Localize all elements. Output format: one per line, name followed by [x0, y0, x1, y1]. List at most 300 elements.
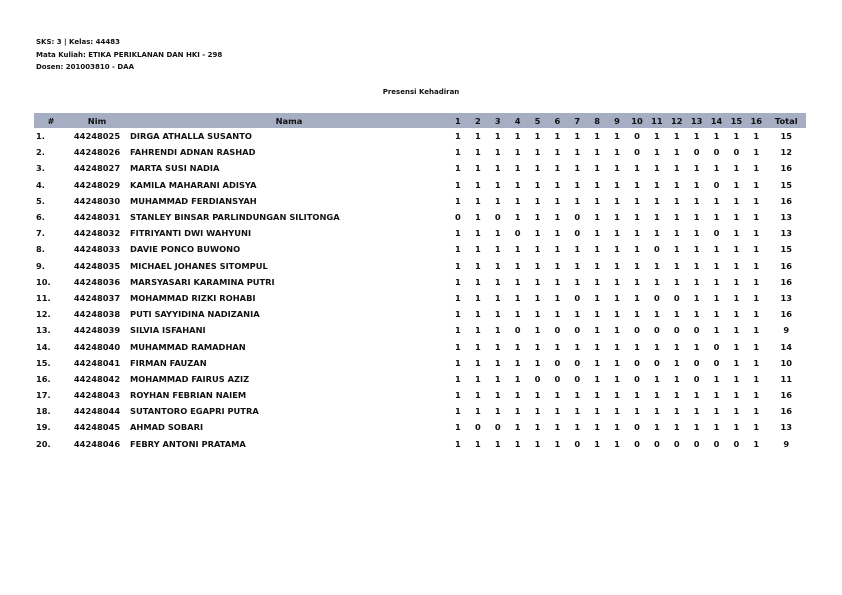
attendance-cell: 1: [653, 195, 660, 206]
attendance-cell: 1: [474, 390, 481, 401]
column-header-meeting-7: 7: [567, 113, 587, 128]
attendance-cell: 1: [614, 309, 620, 320]
student-name: DIRGA ATHALLA SUSANTO: [130, 131, 252, 142]
attendance-cell: 0: [514, 325, 521, 336]
attendance-cell: 1: [594, 406, 601, 417]
attendance-cell: 1: [753, 228, 760, 239]
attendance-cell: 1: [753, 438, 760, 449]
attendance-cell: 1: [455, 276, 461, 287]
attendance-cell: 0: [713, 147, 720, 158]
attendance-total: 16: [780, 309, 793, 320]
attendance-cell: 1: [653, 422, 660, 433]
attendance-cell: 1: [653, 228, 660, 239]
attendance-cell: 1: [554, 195, 561, 206]
attendance-cell: 0: [713, 341, 720, 352]
attendance-cell: 1: [713, 131, 720, 142]
student-nim: 44248041: [73, 357, 121, 368]
attendance-cell: 1: [494, 260, 501, 271]
attendance-cell: 1: [733, 292, 740, 303]
attendance-cell: 0: [634, 147, 640, 158]
attendance-cell: 0: [653, 438, 660, 449]
attendance-total: 13: [780, 292, 793, 303]
attendance-cell: 1: [554, 309, 561, 320]
attendance-cell: 0: [733, 147, 740, 158]
attendance-cell: 1: [753, 373, 760, 384]
attendance-cell: 1: [594, 325, 601, 336]
attendance-cell: 1: [494, 438, 501, 449]
attendance-cell: 1: [594, 438, 601, 449]
attendance-cell: 1: [614, 341, 620, 352]
attendance-cell: 1: [753, 147, 760, 158]
attendance-cell: 1: [574, 147, 581, 158]
attendance-cell: 1: [673, 406, 680, 417]
attendance-cell: 1: [614, 325, 620, 336]
attendance-cell: 1: [455, 131, 461, 142]
attendance-cell: 1: [474, 325, 481, 336]
attendance-cell: 1: [653, 373, 660, 384]
row-number: 8.: [36, 244, 45, 255]
attendance-cell: 0: [634, 357, 640, 368]
attendance-total: 9: [783, 438, 790, 449]
attendance-cell: 1: [713, 292, 720, 303]
attendance-cell: 1: [653, 341, 660, 352]
student-nim: 44248046: [73, 438, 121, 449]
attendance-cell: 1: [713, 373, 720, 384]
attendance-cell: 1: [534, 406, 541, 417]
table-row: [34, 419, 806, 435]
dosen-line: Dosen: 201003810 - DAA: [36, 63, 135, 71]
student-nim: 44248026: [73, 147, 121, 158]
attendance-total: 13: [780, 212, 793, 223]
attendance-cell: 1: [554, 131, 561, 142]
attendance-cell: 0: [673, 438, 680, 449]
attendance-cell: 1: [455, 357, 461, 368]
attendance-total: 9: [783, 325, 790, 336]
attendance-cell: 1: [494, 357, 501, 368]
attendance-cell: 1: [534, 228, 541, 239]
attendance-cell: 1: [733, 244, 740, 255]
attendance-cell: 1: [474, 179, 481, 190]
attendance-cell: 0: [554, 325, 561, 336]
student-nim: 44248037: [73, 292, 121, 303]
student-name: SUTANTORO EGAPRI PUTRA: [130, 406, 259, 417]
attendance-cell: 1: [514, 422, 521, 433]
attendance-cell: 0: [653, 244, 660, 255]
attendance-cell: 1: [693, 195, 700, 206]
attendance-cell: 1: [673, 341, 680, 352]
attendance-cell: 1: [713, 276, 720, 287]
attendance-cell: 1: [574, 276, 581, 287]
attendance-cell: 1: [713, 325, 720, 336]
attendance-cell: 1: [753, 422, 760, 433]
attendance-cell: 1: [494, 195, 501, 206]
attendance-cell: 1: [534, 422, 541, 433]
attendance-cell: 1: [673, 163, 680, 174]
student-name: MICHAEL JOHANES SITOMPUL: [130, 260, 268, 271]
attendance-total: 12: [780, 147, 793, 158]
attendance-cell: 1: [574, 309, 581, 320]
row-number: 16.: [36, 373, 51, 384]
attendance-cell: 1: [514, 163, 521, 174]
attendance-cell: 1: [514, 309, 521, 320]
attendance-cell: 1: [494, 341, 501, 352]
attendance-cell: 1: [673, 195, 680, 206]
attendance-cell: 1: [514, 195, 521, 206]
attendance-cell: 1: [733, 309, 740, 320]
attendance-cell: 1: [753, 309, 760, 320]
attendance-total: 16: [780, 195, 793, 206]
row-number: 4.: [36, 179, 45, 190]
column-header-meeting-5: 5: [528, 113, 548, 128]
attendance-cell: 1: [733, 390, 740, 401]
attendance-cell: 0: [713, 228, 720, 239]
attendance-cell: 1: [693, 341, 700, 352]
attendance-cell: 1: [514, 179, 521, 190]
attendance-cell: 1: [534, 357, 541, 368]
student-name: SILVIA ISFAHANI: [130, 325, 206, 336]
attendance-cell: 1: [614, 244, 620, 255]
attendance-cell: 1: [634, 406, 640, 417]
row-number: 2.: [36, 147, 45, 158]
attendance-cell: 1: [733, 195, 740, 206]
attendance-cell: 1: [614, 390, 620, 401]
attendance-cell: 1: [594, 341, 601, 352]
attendance-cell: 1: [554, 163, 561, 174]
attendance-cell: 1: [534, 179, 541, 190]
attendance-cell: 1: [673, 179, 680, 190]
attendance-cell: 1: [693, 228, 700, 239]
attendance-cell: 1: [574, 422, 581, 433]
student-nim: 44248033: [73, 244, 121, 255]
attendance-cell: 0: [634, 422, 640, 433]
attendance-cell: 0: [634, 131, 640, 142]
attendance-cell: 1: [534, 276, 541, 287]
column-header-meeting-9: 9: [607, 113, 627, 128]
attendance-cell: 1: [634, 309, 640, 320]
attendance-cell: 1: [554, 341, 561, 352]
student-name: MARSYASARI KARAMINA PUTRI: [130, 276, 275, 287]
column-header-meeting-2: 2: [468, 113, 488, 128]
column-header-meeting-3: 3: [488, 113, 508, 128]
attendance-cell: 0: [693, 438, 700, 449]
table-row: [34, 436, 806, 452]
attendance-cell: 1: [554, 260, 561, 271]
attendance-cell: 1: [634, 276, 640, 287]
column-header-nama: Nama: [128, 113, 448, 128]
student-nim: 44248036: [73, 276, 121, 287]
attendance-cell: 1: [634, 390, 640, 401]
attendance-cell: 1: [594, 131, 601, 142]
attendance-cell: 1: [733, 422, 740, 433]
attendance-total: 13: [780, 228, 793, 239]
attendance-cell: 1: [494, 373, 501, 384]
table-row: [34, 128, 806, 144]
attendance-cell: 1: [574, 163, 581, 174]
attendance-cell: 1: [713, 422, 720, 433]
attendance-cell: 1: [634, 195, 640, 206]
attendance-cell: 1: [534, 147, 541, 158]
attendance-cell: 1: [514, 212, 521, 223]
column-header-meeting-12: 12: [667, 113, 687, 128]
attendance-cell: 1: [753, 212, 760, 223]
attendance-cell: 1: [594, 147, 601, 158]
attendance-total: 16: [780, 276, 793, 287]
student-nim: 44248045: [73, 422, 121, 433]
attendance-cell: 1: [614, 260, 620, 271]
attendance-cell: 1: [673, 390, 680, 401]
attendance-cell: 1: [614, 276, 620, 287]
attendance-cell: 1: [554, 228, 561, 239]
attendance-cell: 1: [733, 163, 740, 174]
attendance-cell: 0: [554, 373, 561, 384]
student-name: FEBRY ANTONI PRATAMA: [130, 438, 246, 449]
attendance-cell: 1: [534, 163, 541, 174]
attendance-cell: 1: [554, 292, 561, 303]
attendance-cell: 1: [514, 244, 521, 255]
attendance-cell: 1: [594, 390, 601, 401]
attendance-total: 16: [780, 390, 793, 401]
row-number: 17.: [36, 390, 51, 401]
sks-kelas-line: SKS: 3 | Kelas: 44483: [36, 38, 120, 46]
attendance-cell: 1: [474, 373, 481, 384]
attendance-cell: 1: [634, 341, 640, 352]
attendance-cell: 1: [474, 357, 481, 368]
student-nim: 44248031: [73, 212, 121, 223]
attendance-cell: 1: [733, 131, 740, 142]
attendance-cell: 1: [474, 260, 481, 271]
attendance-cell: 1: [534, 438, 541, 449]
attendance-cell: 1: [534, 292, 541, 303]
row-number: 11.: [36, 292, 51, 303]
attendance-cell: 1: [753, 341, 760, 352]
attendance-cell: 1: [673, 357, 680, 368]
attendance-cell: 1: [474, 163, 481, 174]
attendance-cell: 1: [455, 406, 461, 417]
table-row: [34, 209, 806, 225]
row-number: 5.: [36, 195, 45, 206]
student-nim: 44248030: [73, 195, 121, 206]
attendance-cell: 1: [693, 131, 700, 142]
row-number: 1.: [36, 131, 45, 142]
student-name: ROYHAN FEBRIAN NAIEM: [130, 390, 247, 401]
attendance-total: 15: [780, 131, 793, 142]
attendance-cell: 1: [653, 309, 660, 320]
attendance-cell: 1: [474, 341, 481, 352]
attendance-cell: 1: [713, 244, 720, 255]
attendance-cell: 1: [455, 292, 461, 303]
attendance-cell: 1: [514, 341, 521, 352]
student-name: FIRMAN FAUZAN: [130, 357, 207, 368]
attendance-cell: 1: [494, 325, 501, 336]
attendance-cell: 1: [514, 357, 521, 368]
attendance-cell: 1: [653, 212, 660, 223]
student-name: FAHRENDI ADNAN RASHAD: [130, 147, 256, 158]
attendance-total: 11: [780, 373, 793, 384]
table-body: [34, 128, 806, 452]
attendance-cell: 1: [554, 244, 561, 255]
attendance-cell: 1: [634, 292, 640, 303]
page-title: Presensi Kehadiran: [382, 88, 460, 96]
attendance-cell: 1: [494, 228, 501, 239]
table-row: [34, 371, 806, 387]
attendance-cell: 1: [494, 163, 501, 174]
column-header-meeting-14: 14: [707, 113, 727, 128]
table-row: [34, 403, 806, 419]
attendance-cell: 1: [494, 309, 501, 320]
attendance-cell: 1: [574, 260, 581, 271]
attendance-cell: 1: [733, 357, 740, 368]
attendance-cell: 1: [455, 341, 461, 352]
student-name: AHMAD SOBARI: [130, 422, 204, 433]
attendance-cell: 1: [455, 309, 461, 320]
student-name: FITRIYANTI DWI WAHYUNI: [130, 228, 252, 239]
attendance-cell: 1: [614, 195, 620, 206]
attendance-cell: 1: [474, 438, 481, 449]
attendance-cell: 1: [713, 260, 720, 271]
attendance-cell: 1: [693, 406, 700, 417]
attendance-cell: 0: [494, 422, 501, 433]
attendance-cell: 0: [693, 147, 700, 158]
attendance-cell: 1: [753, 357, 760, 368]
attendance-cell: 1: [534, 341, 541, 352]
attendance-cell: 1: [534, 212, 541, 223]
attendance-cell: 0: [634, 438, 640, 449]
attendance-cell: 1: [733, 406, 740, 417]
attendance-cell: 1: [455, 147, 461, 158]
attendance-cell: 1: [574, 406, 581, 417]
attendance-cell: 1: [614, 147, 620, 158]
table-row: [34, 290, 806, 306]
attendance-cell: 1: [673, 212, 680, 223]
attendance-cell: 1: [693, 179, 700, 190]
attendance-cell: 1: [653, 260, 660, 271]
attendance-cell: 1: [514, 438, 521, 449]
attendance-cell: 1: [594, 276, 601, 287]
attendance-cell: 0: [713, 357, 720, 368]
table-row: [34, 306, 806, 322]
attendance-cell: 1: [474, 147, 481, 158]
attendance-cell: 1: [693, 292, 700, 303]
attendance-cell: 1: [653, 390, 660, 401]
attendance-cell: 1: [554, 390, 561, 401]
attendance-cell: 1: [673, 373, 680, 384]
attendance-cell: 1: [474, 244, 481, 255]
attendance-cell: 1: [753, 195, 760, 206]
row-number: 13.: [36, 325, 51, 336]
attendance-cell: 1: [614, 438, 620, 449]
attendance-cell: 1: [455, 195, 461, 206]
attendance-cell: 0: [693, 357, 700, 368]
row-number: 14.: [36, 341, 51, 352]
attendance-cell: 0: [673, 292, 680, 303]
attendance-cell: 1: [514, 292, 521, 303]
table-row: [34, 274, 806, 290]
table-row: [34, 225, 806, 241]
attendance-cell: 1: [653, 131, 660, 142]
student-nim: 44248025: [73, 131, 121, 142]
attendance-cell: 1: [574, 195, 581, 206]
attendance-cell: 1: [614, 228, 620, 239]
attendance-cell: 1: [594, 422, 601, 433]
attendance-cell: 1: [594, 179, 601, 190]
row-number: 19.: [36, 422, 51, 433]
attendance-cell: 0: [673, 325, 680, 336]
attendance-cell: 1: [713, 309, 720, 320]
student-nim: 44248027: [73, 163, 121, 174]
attendance-cell: 1: [455, 179, 461, 190]
attendance-cell: 1: [614, 212, 620, 223]
attendance-cell: 1: [673, 276, 680, 287]
attendance-cell: 0: [574, 438, 581, 449]
attendance-cell: 1: [574, 341, 581, 352]
row-number: 6.: [36, 212, 45, 223]
attendance-cell: 1: [455, 228, 461, 239]
column-header-nim: Nim: [66, 113, 128, 128]
student-name: MARTA SUSI NADIA: [130, 163, 220, 174]
attendance-cell: 0: [634, 373, 640, 384]
attendance-cell: 1: [614, 422, 620, 433]
attendance-cell: 0: [693, 325, 700, 336]
attendance-cell: 1: [753, 163, 760, 174]
student-nim: 44248039: [73, 325, 121, 336]
table-row: [34, 322, 806, 338]
attendance-cell: 1: [673, 309, 680, 320]
table-row: [34, 338, 806, 354]
student-name: PUTI SAYYIDINA NADIZANIA: [130, 309, 260, 320]
table-row: [34, 355, 806, 371]
attendance-cell: 1: [574, 390, 581, 401]
attendance-cell: 0: [554, 357, 561, 368]
attendance-cell: 1: [494, 390, 501, 401]
table-row: [34, 193, 806, 209]
attendance-cell: 1: [673, 244, 680, 255]
attendance-cell: 1: [614, 163, 620, 174]
attendance-cell: 1: [653, 276, 660, 287]
attendance-total: 13: [780, 422, 793, 433]
attendance-cell: 1: [693, 309, 700, 320]
report-metadata: [36, 36, 222, 74]
attendance-cell: 0: [514, 228, 521, 239]
student-name: MOHAMMAD FAIRUS AZIZ: [130, 373, 250, 384]
attendance-cell: 1: [753, 276, 760, 287]
attendance-cell: 1: [494, 276, 501, 287]
column-header-meeting-6: 6: [547, 113, 567, 128]
attendance-cell: 1: [693, 422, 700, 433]
column-header-meeting-1: 1: [448, 113, 468, 128]
attendance-table: [34, 113, 806, 452]
attendance-cell: 1: [753, 292, 760, 303]
attendance-cell: 1: [594, 163, 601, 174]
attendance-cell: 1: [753, 390, 760, 401]
attendance-cell: 1: [673, 260, 680, 271]
attendance-cell: 1: [474, 131, 481, 142]
attendance-cell: 0: [713, 179, 720, 190]
table-row: [34, 241, 806, 257]
attendance-cell: 1: [474, 406, 481, 417]
attendance-cell: 1: [554, 438, 561, 449]
attendance-cell: 1: [733, 260, 740, 271]
student-nim: 44248040: [73, 341, 121, 352]
attendance-cell: 0: [474, 422, 481, 433]
attendance-cell: 1: [594, 260, 601, 271]
attendance-cell: 1: [494, 147, 501, 158]
attendance-cell: 1: [693, 260, 700, 271]
attendance-cell: 1: [514, 276, 521, 287]
attendance-cell: 1: [474, 309, 481, 320]
row-number: 7.: [36, 228, 45, 239]
attendance-cell: 1: [673, 131, 680, 142]
attendance-cell: 1: [534, 244, 541, 255]
